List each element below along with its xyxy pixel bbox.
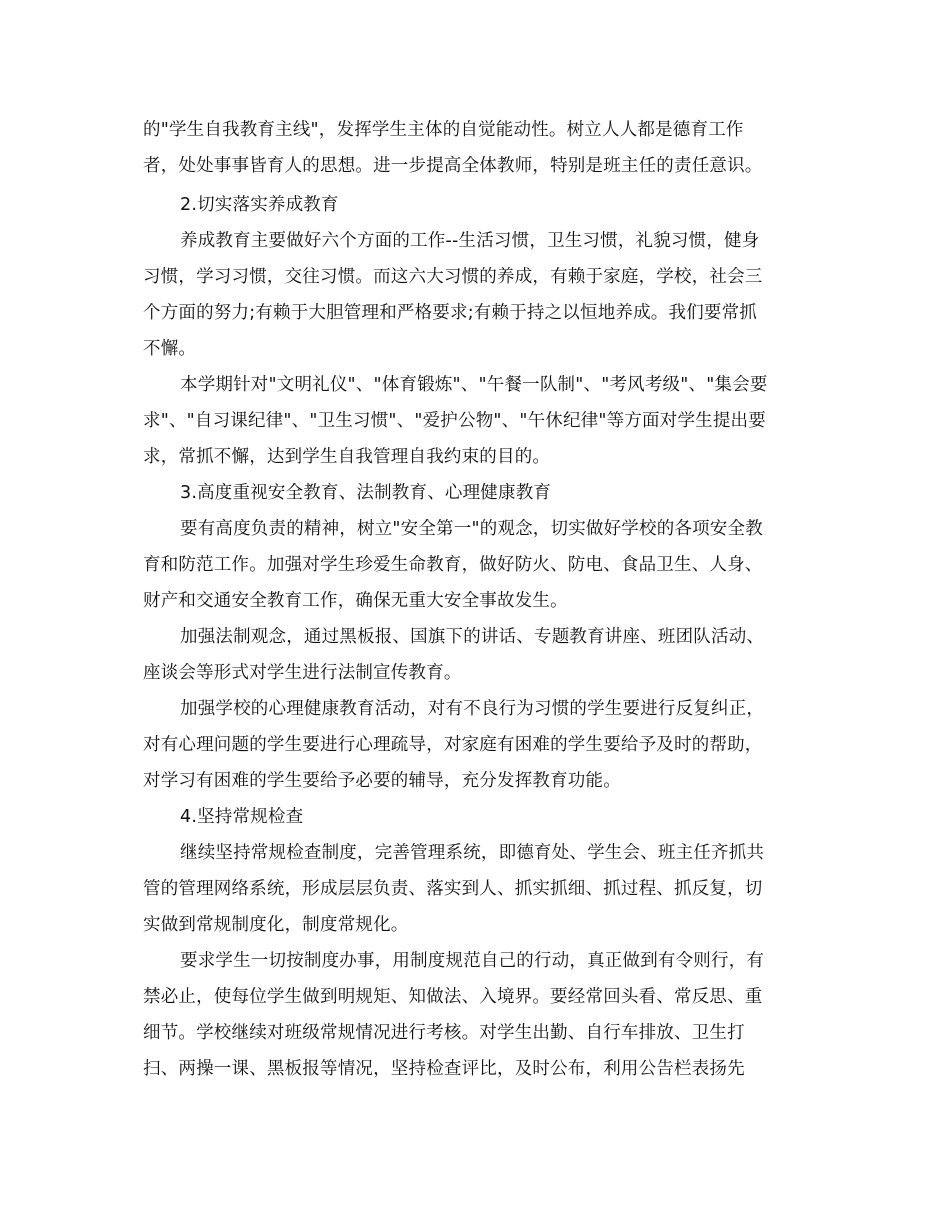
paragraph-line: 求"、"自习课纪律"、"卫生习惯"、"爱护公物"、"午休纪律"等方面对学生提出要 bbox=[143, 411, 766, 431]
paragraph-line: 禁必止，使每位学生做到明规矩、知做法、入境界。要经常回头看、常反思、重 bbox=[143, 987, 763, 1007]
paragraph-line: 对学习有困难的学生要给予必要的辅导，充分发挥教育功能。 bbox=[143, 771, 621, 791]
paragraph-line: 财产和交通安全教育工作，确保无重大安全事故发生。 bbox=[143, 591, 568, 611]
paragraph-line: 细节。学校继续对班级常规情况进行考核。对学生出勤、自行车排放、卫生打 bbox=[143, 1023, 745, 1043]
section-heading: 3.高度重视安全教育、法制教育、心理健康教育 bbox=[180, 483, 552, 503]
paragraph-line: 养成教育主要做好六个方面的工作--生活习惯，卫生习惯，礼貌习惯，健身 bbox=[180, 231, 760, 251]
paragraph-line: 要求学生一切按制度办事，用制度规范自己的行动，真正做到有令则行，有 bbox=[180, 951, 765, 971]
paragraph-line: 对有心理问题的学生要进行心理疏导，对家庭有困难的学生要给予及时的帮助， bbox=[143, 735, 763, 755]
paragraph-line: 要有高度负责的精神，树立"安全第一"的观念，切实做好学校的各项安全教 bbox=[180, 519, 763, 539]
paragraph-line: 实做到常规制度化，制度常规化。 bbox=[143, 915, 409, 935]
section-heading: 4.坚持常规检查 bbox=[180, 807, 304, 827]
paragraph-line: 习惯，学习习惯，交往习惯。而这六大习惯的养成，有赖于家庭，学校，社会三 bbox=[143, 267, 763, 287]
paragraph-line: 管的管理网络系统，形成层层负责、落实到人、抓实抓细、抓过程、抓反复，切 bbox=[143, 879, 763, 899]
paragraph-line: 座谈会等形式对学生进行法制宣传教育。 bbox=[143, 663, 462, 683]
paragraph-line: 求，常抓不懈，达到学生自我管理自我约束的目的。 bbox=[143, 447, 551, 467]
paragraph-line: 个方面的努力;有赖于大胆管理和严格要求;有赖于持之以恒地养成。我们要常抓 bbox=[143, 303, 757, 323]
paragraph-line: 不懈。 bbox=[143, 339, 197, 359]
paragraph-line: 继续坚持常规检查制度，完善管理系统，即德育处、学生会、班主任齐抓共 bbox=[180, 843, 765, 863]
paragraph-line: 者，处处事事皆育人的思想。进一步提高全体教师，特别是班主任的责任意识。 bbox=[143, 156, 763, 176]
paragraph-line: 扫、两操一课、黑板报等情况，坚持检查评比，及时公布，利用公告栏表扬先 bbox=[143, 1059, 745, 1079]
paragraph-line: 的"学生自我教育主线"，发挥学生主体的自觉能动性。树立人人都是德育工作 bbox=[143, 120, 744, 140]
paragraph-line: 加强学校的心理健康教育活动，对有不良行为习惯的学生要进行反复纠正， bbox=[180, 699, 765, 719]
paragraph-line: 育和防范工作。加强对学生珍爱生命教育，做好防火、防电、食品卫生、人身、 bbox=[143, 555, 763, 575]
paragraph-line: 加强法制观念，通过黑板报、国旗下的讲话、专题教育讲座、班团队活动、 bbox=[180, 627, 765, 647]
paragraph-line: 本学期针对"文明礼仪"、"体育锻炼"、"午餐一队制"、"考风考级"、"集会要 bbox=[180, 375, 768, 395]
section-heading: 2.切实落实养成教育 bbox=[180, 195, 339, 215]
